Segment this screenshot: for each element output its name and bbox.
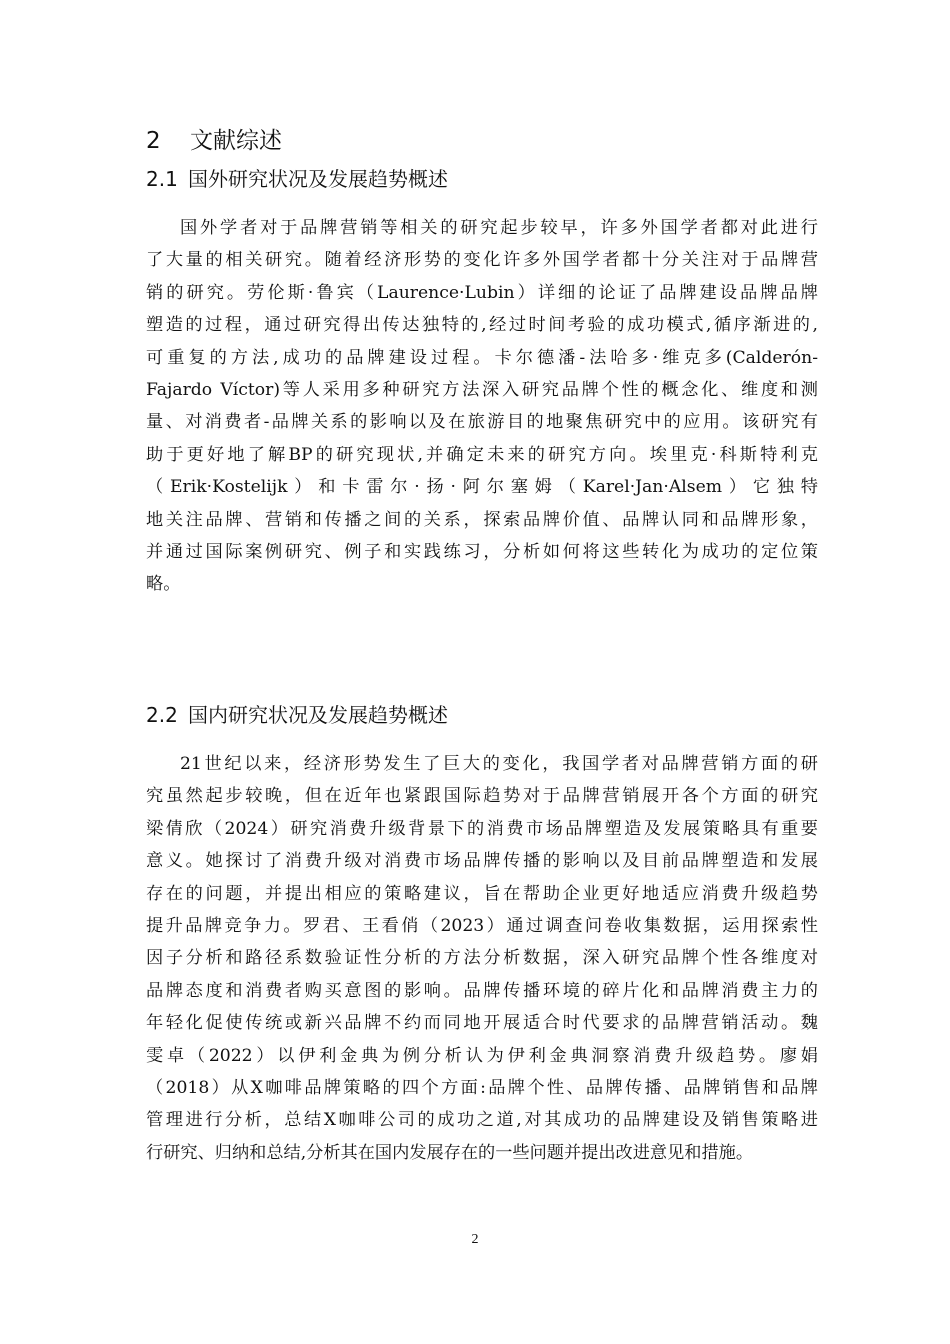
text-line: 存在的问题，并提出相应的策略建议，旨在帮助企业更好地适应消费升级趋势 [146, 883, 818, 904]
text-line: 意义。她探讨了消费升级对消费市场品牌传播的影响以及目前品牌塑造和发展 [146, 851, 818, 872]
text-line: 究虽然起步较晚，但在近年也紧跟国际趋势对于品牌营销展开各个方面的研究 [146, 786, 818, 807]
text-line: 管理进行分析，总结X咖啡公司的成功之道,对其成功的品牌建设及销售策略进 [146, 1110, 818, 1131]
text-line: 雯卓（2022）以伊利金典为例分析认为伊利金典洞察消费升级趋势。廖娟 [146, 1045, 818, 1066]
text-line: 了大量的相关研究。随着经济形势的变化许多外国学者都十分关注对于品牌营 [146, 250, 818, 271]
text-line: 年轻化促使传统或新兴品牌不约而同地开展适合时代要求的品牌营销活动。魏 [146, 1013, 818, 1034]
text-line: 塑造的过程，通过研究得出传达独特的,经过时间考验的成功模式,循序渐进的, [146, 315, 818, 336]
section-heading-2-1 [146, 164, 448, 194]
text-line: 提升品牌竞争力。罗君、王看俏（2023）通过调查问卷收集数据，运用探索性 [146, 915, 818, 936]
text-line: 21世纪以来，经济形势发生了巨大的变化，我国学者对品牌营销方面的研 [180, 754, 818, 774]
chapter-title: 文献综述 [190, 128, 282, 154]
text-line: Fajardo Víctor)等人采用多种研究方法深入研究品牌个性的概念化、维度和测 [146, 379, 818, 400]
chapter-heading [146, 124, 282, 158]
section-2-2-paragraph [146, 748, 818, 1169]
page-number: 2 [471, 1232, 479, 1247]
section-title: 国外研究状况及发展趋势概述 [188, 167, 448, 191]
section-heading-2-2 [146, 700, 448, 730]
text-line: （2018）从X咖啡品牌策略的四个方面:品牌个性、品牌传播、品牌销售和品牌 [146, 1077, 818, 1098]
text-line: （Erik·Kostelijk）和卡雷尔·扬·阿尔塞姆（Karel·Jan·Alsem）它独特 [146, 477, 818, 498]
text-line: 可重复的方法,成功的品牌建设过程。卡尔德潘-法哈多·维克多(Calderón- [146, 347, 818, 368]
text-line: 地关注品牌、营销和传播之间的关系，探索品牌价值、品牌认同和品牌形象， [146, 509, 818, 530]
text-line: 助于更好地了解BP的研究现状,并确定未来的研究方向。埃里克·科斯特利克 [146, 444, 818, 465]
section-number: 2.1 [146, 167, 178, 191]
section-number: 2.2 [146, 703, 178, 727]
text-line: 量、对消费者-品牌关系的影响以及在旅游目的地聚焦研究中的应用。该研究有 [146, 412, 818, 433]
text-line: 并通过国际案例研究、例子和实践练习，分析如何将这些转化为成功的定位策 [146, 541, 818, 562]
text-line: 略。 [146, 574, 181, 595]
section-title: 国内研究状况及发展趋势概述 [188, 703, 448, 727]
chapter-number: 2 [146, 128, 161, 154]
text-line: 销的研究。劳伦斯·鲁宾（Laurence·Lubin）详细的论证了品牌建设品牌品牌 [146, 282, 818, 303]
section-2-1-paragraph [146, 212, 818, 601]
text-line: 梁倩欣（2024）研究消费升级背景下的消费市场品牌塑造及发展策略具有重要 [146, 818, 818, 839]
text-line: 行研究、归纳和总结,分析其在国内发展存在的一些问题并提出改进意见和措施。 [146, 1142, 754, 1163]
text-line: 因子分析和路径系数验证性分析的方法分析数据，深入研究品牌个性各维度对 [146, 948, 818, 969]
text-line: 品牌态度和消费者购买意图的影响。品牌传播环境的碎片化和品牌消费主力的 [146, 980, 818, 1001]
text-line: 国外学者对于品牌营销等相关的研究起步较早，许多外国学者都对此进行 [180, 218, 818, 238]
